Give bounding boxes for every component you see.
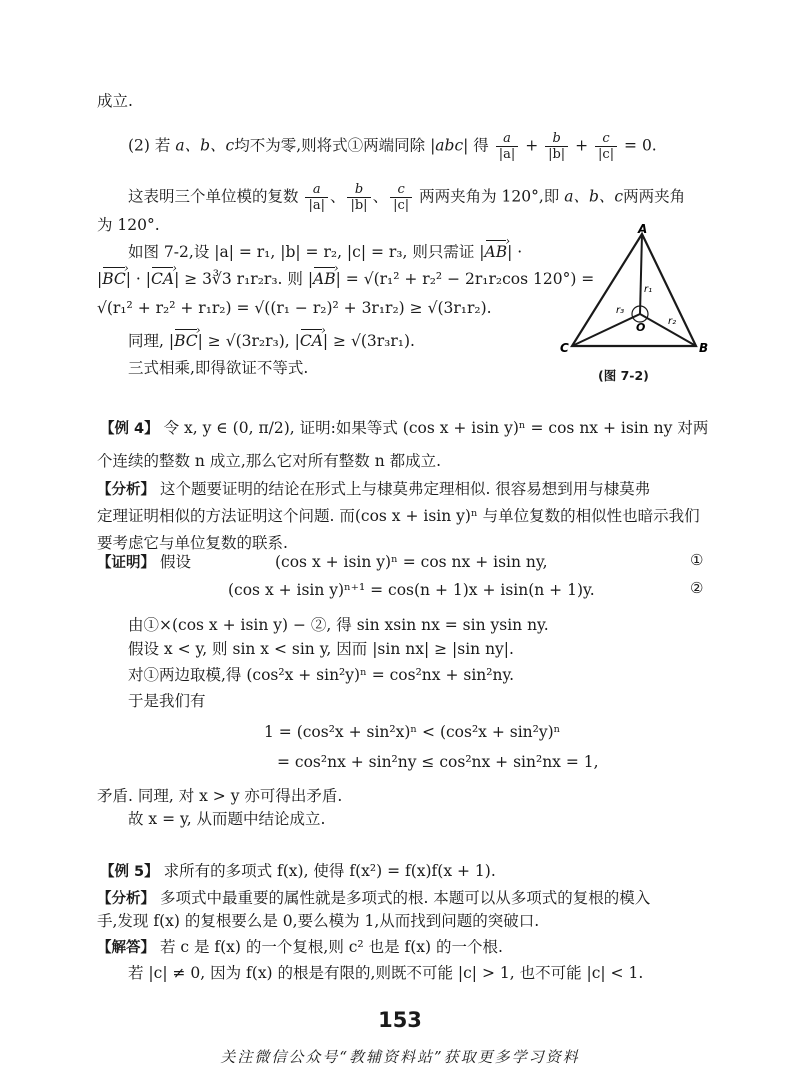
numerator: c <box>390 182 412 198</box>
denominator: |a| <box>498 147 516 162</box>
text-run: 两两夹角 <box>623 187 686 206</box>
text-line: 若 |c| ≠ 0, 因为 f(x) 的根是有限的,则既不可能 |c| > 1, 也不可能 |c| < 1. <box>128 964 644 982</box>
text-line <box>100 417 708 440</box>
text-line: 要考虑它与单位复数的联系. <box>97 534 288 552</box>
numerator: c <box>595 131 617 147</box>
fraction <box>305 182 328 213</box>
text-line <box>97 551 191 574</box>
vector-ca: CA › <box>151 266 174 290</box>
fraction <box>347 182 370 213</box>
triangle-abc <box>572 234 696 346</box>
text-line: 矛盾. 同理, 对 x > y 亦可得出矛盾. <box>97 787 343 805</box>
text-run: |abc| <box>430 136 469 155</box>
text-line: 定理证明相似的方法证明这个问题. 而(cos x + isin y)ⁿ 与单位复数的相似性也暗示我们 <box>97 507 700 525</box>
fraction <box>595 131 617 162</box>
vector-bc: BC › <box>102 266 126 290</box>
fraction <box>390 182 412 213</box>
label-b: B <box>699 341 709 355</box>
solution-tag: 【解答】 <box>97 940 155 956</box>
denominator: |a| <box>308 198 325 213</box>
fraction <box>545 131 568 162</box>
denominator: |b| <box>548 147 566 162</box>
text-run: | · | <box>125 270 152 288</box>
text-line: 这表明三个单位模的复数 $\frac{a}{|a|}$ 、 $\frac{b}{|b|}$ 、 $\frac{c}{|c|}$ 两两夹角为 120°,即 a、b、c两两夹角 <box>128 182 686 213</box>
text-run: | <box>97 270 103 288</box>
equation-number: ① <box>690 551 704 569</box>
triangle-figure <box>560 220 720 360</box>
denominator: |c| <box>393 198 410 213</box>
text-line: 三式相乘,即得欲证不等式. <box>128 359 309 377</box>
equation: (cos x + isin y)ⁿ = cos nx + isin ny, <box>275 553 548 571</box>
equation: (cos x + isin y)ⁿ⁺¹ = cos(n + 1)x + isin(n + 1)y. <box>228 581 595 599</box>
text-run: 同理, | <box>128 332 175 350</box>
text-run: 多项式中最重要的属性就是多项式的根. 本题可以从多项式的复根的模入 <box>159 889 651 907</box>
text-run: | = √(r₁² + r₂² − 2r₁r₂cos 120°) = <box>335 270 595 288</box>
page-number: 153 <box>378 1008 422 1032</box>
text-run: 如图 7-2,设 |a| = r₁, |b| = r₂, |c| = r₃, 则只需证 | <box>128 243 485 261</box>
text-run: | · <box>507 243 523 261</box>
text-line: 由①×(cos x + isin y) − ②, 得 sin xsin nx = sin ysin ny. <box>128 616 549 634</box>
text-line: 成立. <box>97 92 133 110</box>
text-line: 故 x = y, 从而题中结论成立. <box>128 810 326 828</box>
text-line: √(r₁² + r₂² + r₁r₂) = √((r₁ − r₂)² + 3r₁r₂) ≥ √(3r₁r₂). <box>97 299 492 317</box>
text-run: 求所有的多项式 f(x), 使得 f(x²) = f(x)f(x + 1). <box>163 862 496 880</box>
vector-bc: BC › <box>174 328 198 352</box>
label-r2: r₂ <box>668 316 677 327</box>
denominator: |c| <box>598 147 615 162</box>
equation: = cos²nx + sin²ny ≤ cos²nx + sin²nx = 1, <box>277 753 599 771</box>
label-o: O <box>636 321 646 334</box>
footer-note: 关注微信公众号“教辅资料站”获取更多学习资料 <box>220 1048 580 1066</box>
text-run: (2) 若 <box>128 136 171 155</box>
text-line <box>97 887 650 910</box>
label-c: C <box>560 341 569 355</box>
text-line: 假设 x < y, 则 sin x < sin y, 因而 |sin nx| ≥ |sin ny|. <box>128 640 514 658</box>
proof-tag: 【证明】 <box>97 555 155 571</box>
text-run: 两两夹角为 120°,即 <box>419 187 560 206</box>
text-run: = 0. <box>624 136 657 155</box>
analysis-tag: 【分析】 <box>97 891 155 907</box>
analysis-tag: 【分析】 <box>97 482 155 498</box>
example-tag: 【例 4】 <box>100 421 159 437</box>
label-r3: r₃ <box>616 305 625 316</box>
text-run: | ≥ √(3r₃r₁). <box>322 332 415 350</box>
vector-ab: AB › <box>485 239 508 263</box>
text-line: 对①两边取模,得 (cos²x + sin²y)ⁿ = cos²nx + sin²ny. <box>128 666 515 684</box>
segment-oa <box>640 234 642 314</box>
numerator: b <box>347 182 370 198</box>
text-run: 均不为零,则将式①两端同除 <box>234 136 426 155</box>
text-line <box>128 239 522 263</box>
text-run: 假设 <box>159 553 191 571</box>
figure-caption: (图 7-2) <box>598 368 649 383</box>
label-a: A <box>638 222 648 236</box>
vector-ca: CA › <box>300 328 323 352</box>
numerator: a <box>305 182 328 198</box>
text-run: a、b、c <box>564 187 624 206</box>
text-line <box>128 328 415 352</box>
text-line <box>100 860 496 883</box>
denominator: |b| <box>350 198 368 213</box>
text-run: a、b、c <box>175 136 235 155</box>
text-line: 个连续的整数 n 成立,那么它对所有整数 n 都成立. <box>97 452 442 470</box>
text-line: 于是我们有 <box>128 692 206 710</box>
text-line: 手,发现 f(x) 的复根要么是 0,要么模为 1,从而找到问题的突破口. <box>97 912 540 930</box>
numerator: b <box>545 131 568 147</box>
numerator: a <box>496 131 519 147</box>
text-line: 为 120°. <box>97 216 160 234</box>
text-run: 若 c 是 f(x) 的一个复根,则 c² 也是 f(x) 的一个根. <box>159 938 503 956</box>
text-line <box>97 266 594 290</box>
text-line: (2) 若 a、b、c均不为零,则将式①两端同除 |abc| 得 $\frac{a}{|a|}$ + $\frac{b}{|b|}$ + $\frac{c}{|c|}$ = 0. <box>128 131 657 162</box>
text-run: 这表明三个单位模的复数 <box>128 187 299 206</box>
text-line <box>97 478 650 501</box>
equation: 1 = (cos²x + sin²x)ⁿ < (cos²x + sin²y)ⁿ <box>264 723 561 741</box>
vector-ab: AB › <box>313 266 336 290</box>
text-run: | ≥ √(3r₂r₃), | <box>197 332 300 350</box>
text-run: | ≥ 3∛3 r₁r₂r₃. 则 | <box>174 270 314 288</box>
text-run: 令 x, y ∈ (0, π/2), 证明:如果等式 (cos x + isin y)ⁿ = cos nx + isin ny 对两 <box>163 419 709 437</box>
fraction <box>496 131 519 162</box>
label-r1: r₁ <box>644 284 653 295</box>
text-line <box>97 936 503 959</box>
text-run: 这个题要证明的结论在形式上与棣莫弗定理相似. 很容易想到用与棣莫弗 <box>159 480 651 498</box>
text-run: 得 <box>473 136 489 155</box>
equation-number: ② <box>690 579 704 597</box>
example-tag: 【例 5】 <box>100 864 159 880</box>
